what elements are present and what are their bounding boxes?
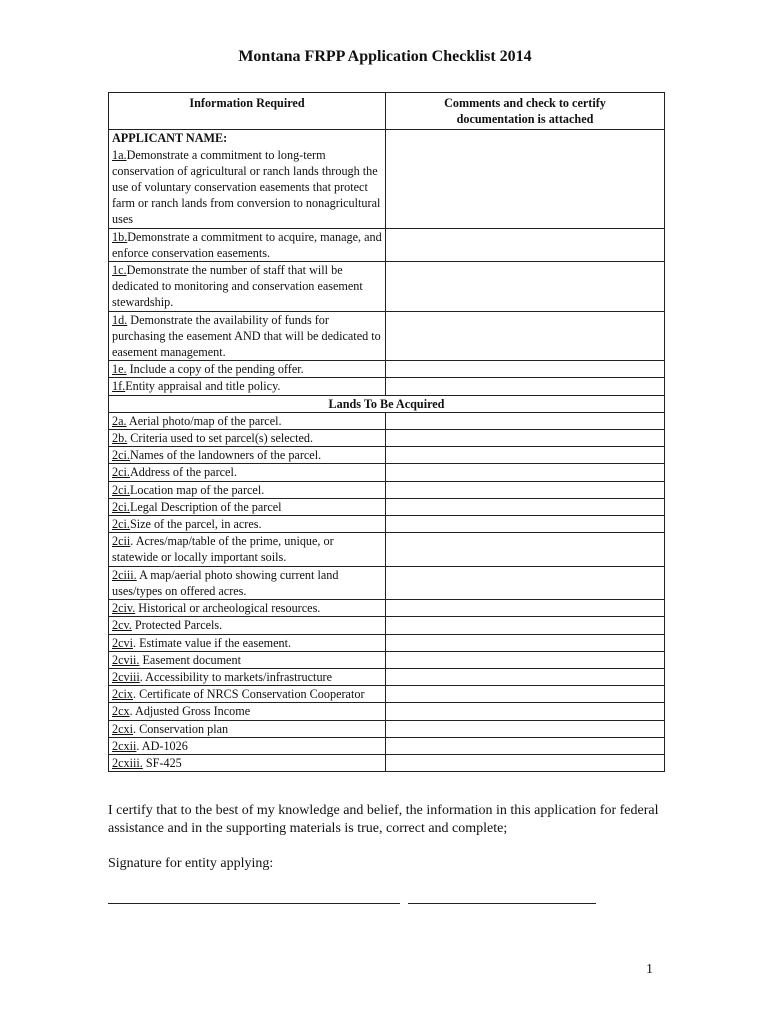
- requirement-cell: [109, 651, 386, 668]
- comment-cell[interactable]: [386, 634, 665, 651]
- requirement-cell: [109, 228, 386, 261]
- comment-cell[interactable]: [386, 737, 665, 754]
- comment-cell[interactable]: [386, 566, 665, 599]
- comment-cell[interactable]: [386, 533, 665, 566]
- table-header-row: [109, 93, 665, 130]
- requirement-cell: [109, 566, 386, 599]
- requirement-code: 1c.: [112, 263, 127, 278]
- table-row: [109, 262, 665, 312]
- certification-statement: I certify that to the best of my knowledge and belief, the information in this application for federal assistance and in the supporting materials is true, correct and complete;: [108, 803, 659, 836]
- requirement-code: 2cxii: [112, 738, 137, 753]
- table-row: [109, 754, 665, 771]
- table-row: [109, 737, 665, 754]
- table-row: [109, 311, 665, 361]
- comment-cell[interactable]: [386, 600, 665, 617]
- date-line[interactable]: [408, 903, 596, 904]
- comment-cell[interactable]: [386, 412, 665, 429]
- header-comments-line1: Comments and check to certify: [444, 96, 606, 110]
- table-row: [109, 481, 665, 498]
- requirement-cell: [109, 720, 386, 737]
- table-row: [109, 566, 665, 599]
- section-heading-row: [109, 395, 665, 412]
- requirement-cell: [109, 412, 386, 429]
- requirement-code: 2ci.: [112, 517, 130, 532]
- requirement-code: 2cviii: [112, 669, 140, 684]
- comment-cell[interactable]: [386, 361, 665, 378]
- comment-cell[interactable]: [386, 228, 665, 261]
- requirement-text: . Conservation plan: [132, 721, 229, 736]
- requirement-code: 2civ.: [112, 601, 136, 616]
- header-comments-line2: documentation is attached: [456, 112, 594, 127]
- requirement-cell: [109, 533, 386, 566]
- table-row: [109, 516, 665, 533]
- requirement-code: 2cxi: [112, 721, 133, 736]
- requirement-cell: [109, 686, 386, 703]
- requirement-code: 2ci.: [112, 448, 130, 463]
- requirement-text: Location map of the parcel.: [129, 482, 265, 497]
- requirement-cell: [109, 668, 386, 685]
- requirement-cell: [109, 481, 386, 498]
- requirement-code: 2ci.: [112, 465, 130, 480]
- comment-cell[interactable]: [386, 311, 665, 361]
- comment-cell[interactable]: [386, 668, 665, 685]
- table-row: [109, 447, 665, 464]
- comment-cell[interactable]: [386, 378, 665, 395]
- requirement-text: . Acres/map/table of the prime, unique, or statewide or locally important soils.: [112, 534, 334, 565]
- requirement-cell: [109, 703, 386, 720]
- requirement-cell: [109, 600, 386, 617]
- requirement-code: 2b.: [112, 431, 128, 446]
- comment-cell[interactable]: [386, 447, 665, 464]
- requirement-cell: [109, 737, 386, 754]
- comment-cell[interactable]: [386, 464, 665, 481]
- requirement-text: Demonstrate a commitment to long-term conservation of agricultural or ranch lands through the use of voluntary conservation easements that protect farm or ranch lands from conversion to nonagricultural uses: [112, 147, 381, 227]
- requirement-code: 2cx: [112, 704, 130, 719]
- checklist-table: [108, 92, 665, 772]
- requirement-cell: [109, 130, 386, 228]
- requirement-code: 2ci.: [112, 499, 130, 514]
- requirement-text: . AD-1026: [136, 738, 188, 753]
- requirement-text: Names of the landowners of the parcel.: [129, 448, 322, 463]
- requirement-code: 1d.: [112, 312, 128, 327]
- requirement-text: Historical or archeological resources.: [135, 601, 321, 616]
- requirement-code: 2a.: [112, 413, 127, 428]
- signature-label: Signature for entity applying:: [108, 856, 274, 871]
- table-row: [109, 634, 665, 651]
- requirement-text: Demonstrate a commitment to acquire, manage, and enforce conservation easements.: [112, 229, 382, 260]
- requirement-text: Aerial photo/map of the parcel.: [126, 413, 282, 428]
- requirement-cell: [109, 361, 386, 378]
- comment-cell[interactable]: [386, 130, 665, 228]
- requirement-text: . Certificate of NRCS Conservation Cooperator: [132, 687, 365, 702]
- table-row: [109, 228, 665, 261]
- table-row: [109, 703, 665, 720]
- requirement-text: Entity appraisal and title policy.: [125, 379, 281, 394]
- comment-cell[interactable]: [386, 617, 665, 634]
- requirement-code: 2cii: [112, 534, 131, 549]
- requirement-text: Demonstrate the number of staff that will be dedicated to monitoring and conservation easement stewardship.: [112, 263, 363, 310]
- comment-cell[interactable]: [386, 703, 665, 720]
- requirement-cell: [109, 464, 386, 481]
- requirement-code: 2cvi: [112, 635, 133, 650]
- table-row: [109, 498, 665, 515]
- table-row: [109, 430, 665, 447]
- comment-cell[interactable]: [386, 262, 665, 312]
- requirement-text: Easement document: [139, 652, 241, 667]
- requirement-text: Include a copy of the pending offer.: [126, 362, 304, 377]
- requirement-text: SF-425: [142, 755, 182, 770]
- comment-cell[interactable]: [386, 686, 665, 703]
- table-row: [109, 600, 665, 617]
- requirement-cell: [109, 311, 386, 361]
- requirement-text: Size of the parcel, in acres.: [129, 517, 262, 532]
- table-row: [109, 412, 665, 429]
- comment-cell[interactable]: [386, 481, 665, 498]
- comment-cell[interactable]: [386, 754, 665, 771]
- signature-line[interactable]: [108, 903, 400, 904]
- requirement-text: . Adjusted Gross Income: [129, 704, 251, 719]
- table-row: [109, 720, 665, 737]
- requirement-text: . Estimate value if the easement.: [132, 635, 292, 650]
- requirement-cell: [109, 498, 386, 515]
- requirement-code: 2cv.: [112, 618, 132, 633]
- requirement-cell: [109, 516, 386, 533]
- comment-cell[interactable]: [386, 651, 665, 668]
- lands-section-heading: Lands To Be Acquired: [109, 395, 665, 412]
- comment-cell[interactable]: [386, 516, 665, 533]
- table-row: [109, 533, 665, 566]
- requirement-text: Criteria used to set parcel(s) selected.: [127, 431, 314, 446]
- comment-cell[interactable]: [386, 498, 665, 515]
- header-comments: [386, 93, 665, 130]
- requirement-code: 1f.: [112, 379, 126, 394]
- page-number: 1: [646, 962, 653, 977]
- table-row: [109, 686, 665, 703]
- table-row: [109, 651, 665, 668]
- requirement-text: Protected Parcels.: [131, 618, 223, 633]
- document-title: Montana FRPP Application Checklist 2014: [238, 48, 532, 65]
- table-row: [109, 617, 665, 634]
- table-row: [109, 130, 665, 228]
- requirement-cell: [109, 634, 386, 651]
- requirement-cell: [109, 754, 386, 771]
- requirement-code: 2ciii.: [112, 567, 137, 582]
- requirement-code: 2cxiii.: [112, 755, 143, 770]
- requirement-code: 2ci.: [112, 482, 130, 497]
- requirement-text: Demonstrate the availability of funds for purchasing the easement AND that will be dedicated to easement management.: [112, 312, 381, 360]
- requirement-cell: [109, 617, 386, 634]
- table-row: [109, 378, 665, 395]
- requirement-code: 1a.: [112, 147, 127, 162]
- table-row: [109, 464, 665, 481]
- table-row: [109, 361, 665, 378]
- requirement-code: 2cvii.: [112, 652, 140, 667]
- requirement-cell: [109, 262, 386, 312]
- requirement-text: Legal Description of the parcel: [129, 499, 282, 514]
- table-row: [109, 668, 665, 685]
- requirement-code: 1b.: [112, 229, 128, 244]
- requirement-text: . Accessibility to markets/infrastructure: [139, 669, 333, 684]
- requirement-text: A map/aerial photo showing current land uses/types on offered acres.: [112, 567, 339, 598]
- requirement-text: Address of the parcel.: [129, 465, 237, 480]
- requirement-cell: [109, 447, 386, 464]
- requirement-code: 2cix: [112, 687, 133, 702]
- applicant-name-label: APPLICANT NAME:: [112, 131, 228, 146]
- comment-cell[interactable]: [386, 430, 665, 447]
- comment-cell[interactable]: [386, 720, 665, 737]
- requirement-cell: [109, 378, 386, 395]
- requirement-code: 1e.: [112, 362, 127, 377]
- requirement-cell: [109, 430, 386, 447]
- header-information-required: Information Required: [109, 93, 386, 130]
